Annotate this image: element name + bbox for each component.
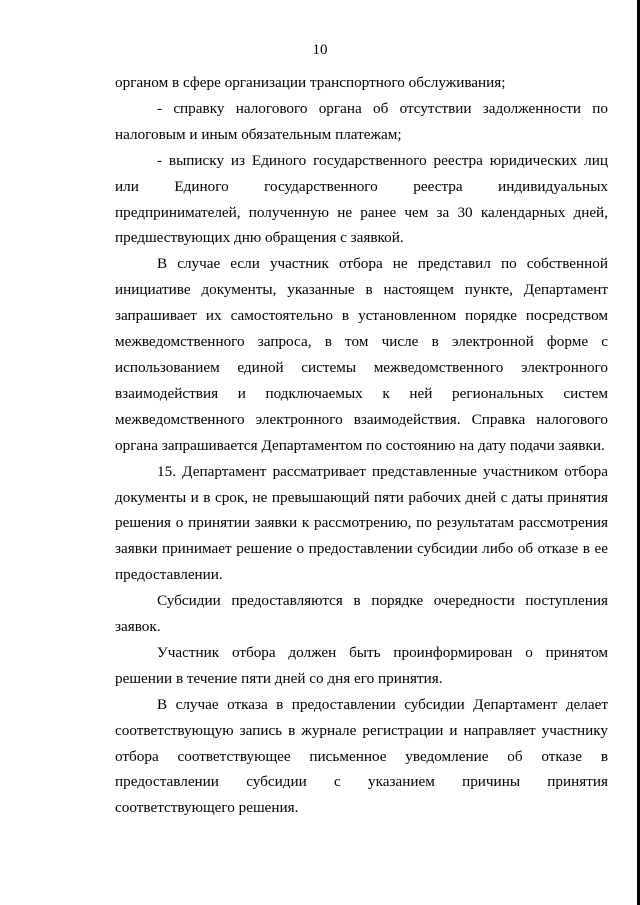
list-item-tax-certificate: - справку налогового органа об отсутствии задолженности по налоговым и иным обязательным платежам; [115,99,608,143]
list-item-registry-extract: - выписку из Единого государственного реестра юридических лиц или Единого государственного реестра индивидуальных предпринимателей, полученную не ранее чем за 30 календарных дней, предшествующих дню обращения с заявкой. [115,151,608,247]
document-body [115,70,608,821]
paragraph-clause-15: 15. Департамент рассматривает представленные участником отбора документы и в срок, не превышающий пяти рабочих дней с даты принятия решения о принятии заявки к рассмотрению, по результатам рассмотрения заявки принимает решение о предоставлении субсидии либо об отказе в ее предоставлении. [115,462,608,584]
page-number: 10 [312,42,328,58]
paragraph-interagency-request: В случае если участник отбора не представил по собственной инициативе документы, указанные в настоящем пункте, Департамент запрашивает их самостоятельно в установленном порядке посредством межведомственного запроса, в том числе в электронной форме с использованием единой системы межведомственного электронного взаимодействия и подключаемых к ней региональных систем межведомственного электронного взаимодействия. Справка налогового органа запрашивается Департаментом по состоянию на дату подачи заявки. [115,255,608,454]
paragraph-notification: Участник отбора должен быть проинформирован о принятом решении в течение пяти дней со дня его принятия. [115,643,608,687]
paragraph-refusal: В случае отказа в предоставлении субсидии Департамент делает соответствующую запись в журнале регистрации и направляет участнику отбора соответствующее письменное уведомление об отказе в предоставлении субсидии с указанием причины принятия соответствующего решения. [115,695,608,817]
paragraph-continuation: органом в сфере организации транспортного обслуживания; [115,74,506,91]
paragraph-order-of-subsidies: Субсидии предоставляются в порядке очередности поступления заявок. [115,592,608,636]
